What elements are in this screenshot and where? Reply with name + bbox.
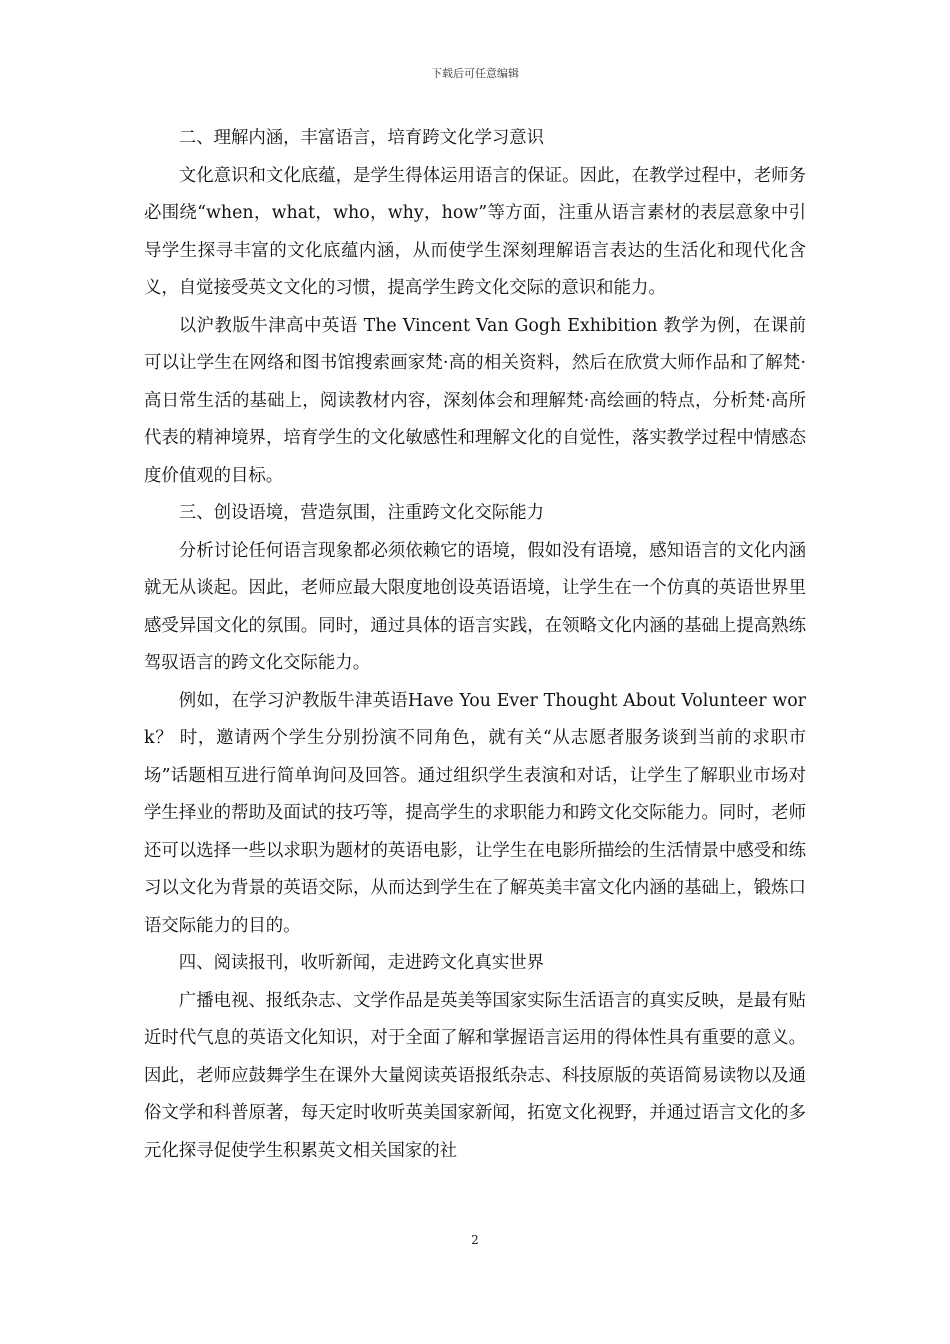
paragraph: 广播电视、报纸杂志、文学作品是英美等国家实际生活语言的真实反映，是最有贴近时代气息的英语文化知识，对于全面了解和掌握语言运用的得体性具有重要的意义。因此，老师应鼓舞学生在课外大量阅读英语报纸杂志、科技原版的英语简易读物以及通俗文学和科普原著，每天定时收听英美国家新闻，拓宽文化视野，并通过语言文化的多元化探寻促使学生积累英文相关国家的社 <box>144 990 806 1161</box>
paragraph: 文化意识和文化底蕴，是学生得体运用语言的保证。因此，在教学过程中，老师务必围绕“when，what，who，why，how”等方面，注重从语言素材的表层意象中引导学生探寻丰富的文化底蕴内涵，从而使学生深刻理解语言表达的生活化和现代化含义，自觉接受英文文化的习惯，提高学生跨文化交际的意识和能力。 <box>144 165 806 298</box>
section-heading-4: 四、阅读报刊，收听新闻，走进跨文化真实世界 <box>178 953 545 973</box>
paragraph: 以沪教版牛津高中英语 The Vincent Van Gogh Exhibition 教学为例，在课前可以让学生在网络和图书馆搜索画家梵·高的相关资料，然后在欣赏大师作品和了解梵·高日常生活的基础上，阅读教材内容，深刻体会和理解梵·高绘画的特点，分析梵·高所代表的精神境界，培育学生的文化敏感性和理解文化的自觉性，落实教学过程中情感态度价值观的目标。 <box>144 315 806 486</box>
document-body <box>144 120 806 1170</box>
page-number: 2 <box>471 1233 479 1247</box>
page-header: 下载后可任意编辑 <box>431 67 519 80</box>
paragraph: 例如，在学习沪教版牛津英语Have You Ever Thought About Volunteer work？ 时，邀请两个学生分别扮演不同角色，就有关“从志愿者服务谈到当前的求职市场”话题相互进行简单询问及回答。通过组织学生表演和对话，让学生了解职业市场对学生择业的帮助及面试的技巧等，提高学生的求职能力和跨文化交际能力。同时，老师还可以选择一些以求职为题材的英语电影，让学生在电影所描绘的生活情景中感受和练习以文化为背景的英语交际，从而达到学生在了解英美丰富文化内涵的基础上，锻炼口语交际能力的目的。 <box>144 690 806 936</box>
section-heading-2: 二、理解内涵，丰富语言，培育跨文化学习意识 <box>178 128 545 148</box>
paragraph: 分析讨论任何语言现象都必须依赖它的语境，假如没有语境，感知语言的文化内涵就无从谈起。因此，老师应最大限度地创设英语语境，让学生在一个仿真的英语世界里感受异国文化的氛围。同时，通过具体的语言实践，在领略文化内涵的基础上提高熟练驾驭语言的跨文化交际能力。 <box>144 540 806 673</box>
section-heading-3: 三、创设语境，营造氛围，注重跨文化交际能力 <box>178 503 545 523</box>
